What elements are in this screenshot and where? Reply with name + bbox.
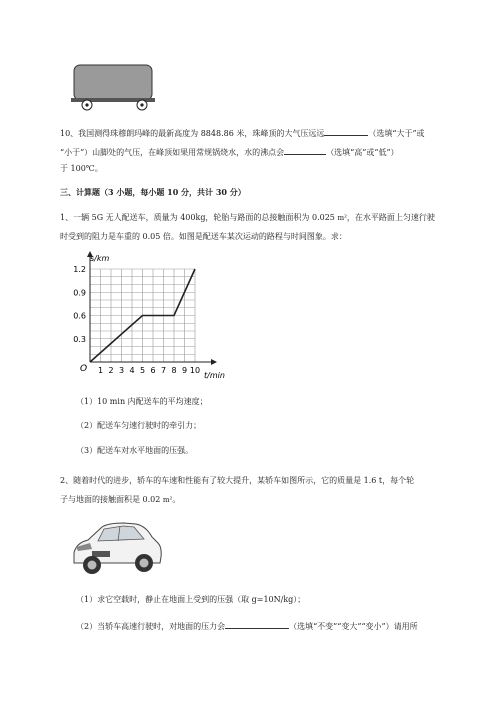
y-tick-label: 1.2 <box>73 265 86 274</box>
y-axis-label: s/km <box>90 254 110 263</box>
p2-blank[interactable] <box>225 619 289 629</box>
p1-line1: 1、一辆 5G 无人配送车，质量为 400kg，轮胎与路面的总接触面积为 0.025 m²，在水平路面上匀速行驶 <box>60 213 435 222</box>
x-tick-label: 7 <box>160 366 167 375</box>
q10-line2: “小于”）山脚处的气压，在峰顶如果用常规锅烧水，水的沸点会 （选填“高”或“低”） <box>60 145 399 159</box>
x-tick-label: 8 <box>171 366 177 375</box>
origin-label: O <box>80 364 88 374</box>
p2-line1: 2、随着时代的进步，轿车的车速和性能有了较大提升，某轿车如图所示，它的质量是 1.6 t，每个轮 <box>60 476 415 485</box>
y-tick-label: 0.6 <box>73 311 86 321</box>
x-tick-label: 10 <box>189 366 201 375</box>
q10-line3: 于 100℃。 <box>60 164 103 173</box>
y-tick-label: 0.3 <box>73 334 86 344</box>
x-tick-label: 5 <box>139 366 146 375</box>
car-figure <box>68 513 164 581</box>
p1-sub3: （3）配送车对水平地面的压强。 <box>76 446 194 455</box>
p2-sub1: （1）求它空载时，静止在地面上受到的压强（取 g=10N/kg）； <box>76 595 306 604</box>
cart-figure <box>70 60 160 112</box>
x-tick-label: 3 <box>118 366 125 375</box>
section-heading: 三、计算题（3 小题，每小题 10 分，共计 30 分） <box>60 187 246 197</box>
p2-line2: 子与地面的接触面积是 0.02 m²。 <box>60 495 181 504</box>
x-tick-label: 1 <box>97 366 104 375</box>
x-axis-label: t/min <box>204 371 225 380</box>
distance-time-chart <box>70 246 270 384</box>
x-tick-label: 9 <box>181 366 188 375</box>
q10-blank-1[interactable] <box>324 126 368 136</box>
car-grille <box>92 551 110 557</box>
q10-blank-2[interactable] <box>284 145 326 155</box>
x-tick-label: 4 <box>129 366 135 375</box>
y-tick-label: 0.9 <box>73 288 86 298</box>
p1-line2: 时受到的阻力是车重的 0.05 倍。如图是配送车某次运动的路程与时间图象。求： <box>60 232 347 241</box>
x-tick-label: 2 <box>108 366 114 375</box>
p1-sub1: （1）10 min 内配送车的平均速度； <box>76 397 208 406</box>
x-tick-label: 6 <box>150 366 156 375</box>
cart-body <box>74 65 152 100</box>
q10-line1: 10、我国测得珠穆朗玛峰的最新高度为 8848.86 米，珠峰顶的大气压远远 （选填“大于”或 <box>60 126 425 140</box>
p1-sub2: （2）配送车匀速行驶时的牵引力； <box>76 421 202 430</box>
p2-sub2: （2）当轿车高速行驶时，对地面的压力会 （选填“不变”“变大”“变小”）请用所 <box>76 619 418 633</box>
